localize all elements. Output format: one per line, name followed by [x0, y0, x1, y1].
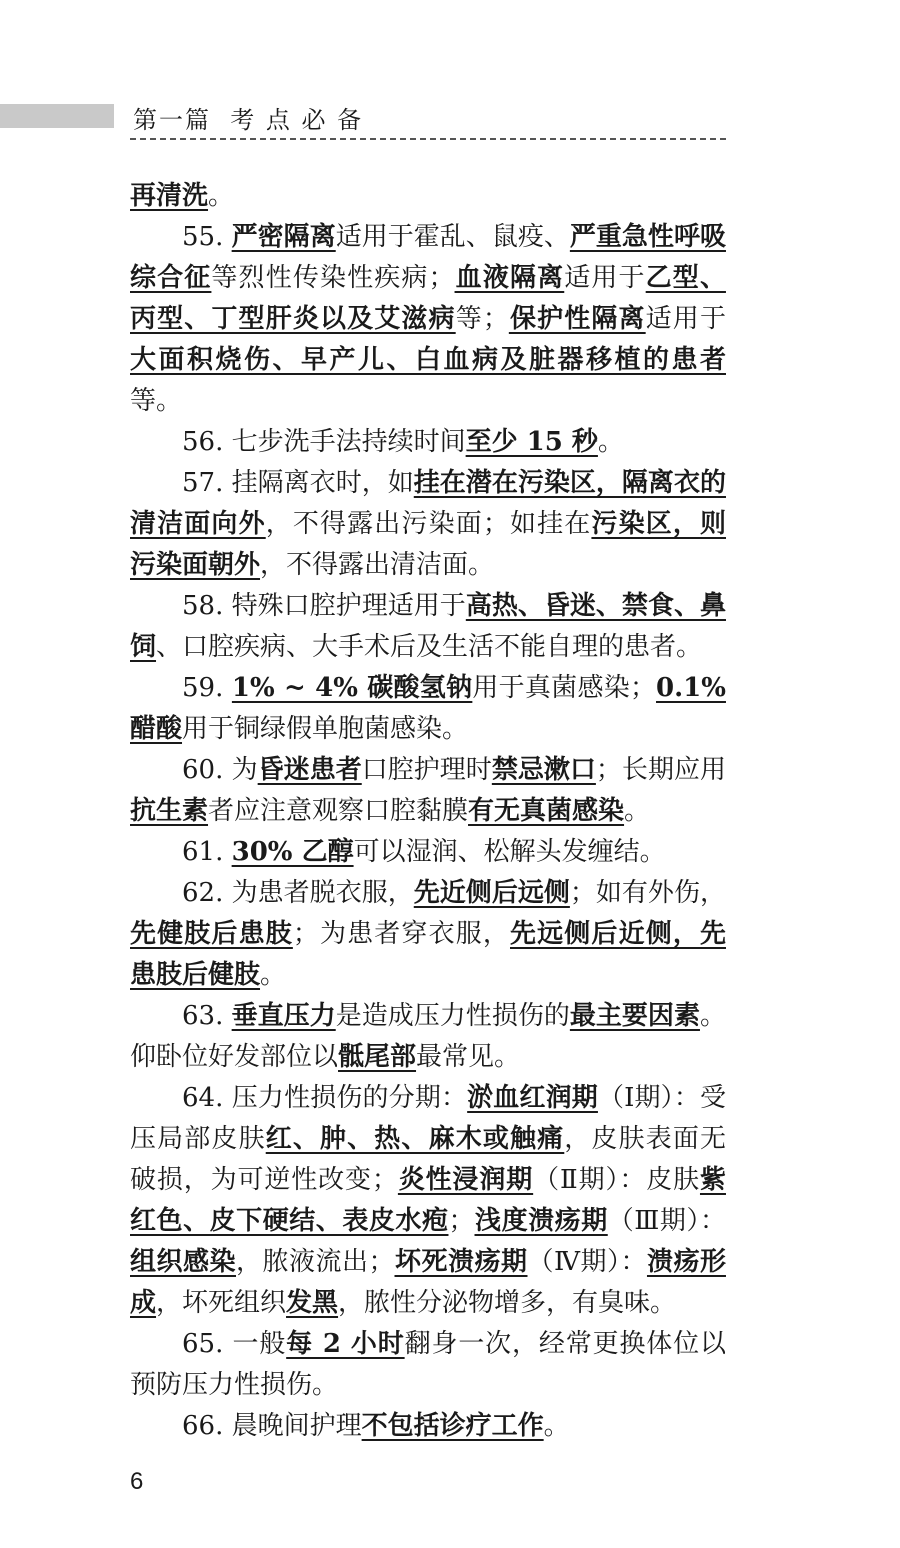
paragraph-text: 。: [597, 427, 624, 457]
paragraph-text: 适用于霍乱、鼠疫、: [335, 222, 570, 252]
header-accent-bar: [0, 104, 114, 128]
paragraph-text: ；长期应用: [595, 755, 726, 785]
key-point-text: 炎性浸润期: [397, 1165, 534, 1195]
paragraph-text: 62. 为患者脱衣服，: [182, 878, 414, 908]
paragraph-text: 口腔护理时: [361, 755, 492, 785]
key-point-text: 0.1% 醋酸: [130, 673, 726, 744]
paragraph-text: 用于铜绿假单胞菌感染。: [182, 714, 469, 744]
paragraph-text: ，皮肤表面无破损，为可逆性改变；: [130, 1124, 726, 1195]
key-point-text: 最主要因素: [569, 1001, 700, 1031]
paragraph-text: 等。: [130, 386, 183, 416]
key-point-text: 骶尾部: [338, 1042, 417, 1072]
paragraph: [130, 1406, 726, 1447]
key-point-text: 坏死溃疡期: [394, 1247, 528, 1277]
paragraph-text: 适用于: [564, 263, 646, 293]
paragraph-text: 65. 一般: [182, 1329, 287, 1359]
key-point-text: 红、肿、热、麻木或触痛: [265, 1124, 565, 1154]
paragraph-text: 等；: [455, 304, 509, 334]
paragraph-text: 58. 特殊口腔护理适用于: [182, 591, 466, 621]
key-point-text: 乙型、丙型、丁型肝炎以及艾滋病: [130, 263, 726, 334]
paragraph-text: （Ⅰ期）：受压局部皮肤: [130, 1083, 726, 1154]
paragraph-text: 等烈性传染性疾病；: [211, 263, 455, 293]
paragraph-text: 63.: [182, 1001, 232, 1031]
paragraph-text: 55.: [182, 222, 232, 252]
key-point-text: 每 2 小时: [286, 1329, 405, 1359]
paragraph: [130, 1078, 726, 1324]
paragraph-text: （Ⅱ期）：皮肤: [533, 1165, 700, 1195]
key-point-text: 紫红色、皮下硬结、表皮水疱: [130, 1165, 726, 1236]
body-text: [130, 176, 726, 1447]
page-number: 6: [130, 1468, 144, 1495]
paragraph: [130, 586, 726, 668]
key-point-text: 先健肢后患肢: [130, 919, 293, 949]
key-point-text: 先远侧后近侧，先患肢后健肢: [130, 919, 726, 990]
paragraph-text: ，坏死组织: [156, 1288, 287, 1318]
paragraph-text: 。: [624, 796, 651, 826]
key-point-text: 溃疡形成: [130, 1247, 726, 1318]
paragraph-text: 最常见。: [416, 1042, 521, 1072]
paragraph-text: 。: [260, 960, 287, 990]
paragraph-text: 。仰卧位好发部位以: [130, 1001, 726, 1072]
paragraph-text: 60. 为: [182, 755, 258, 785]
paragraph-text: 。: [208, 181, 235, 211]
paragraph-text: ，脓性分泌物增多，有臭味。: [338, 1288, 677, 1318]
paragraph-text: ，脓液流出；: [236, 1247, 395, 1277]
paragraph-text: 56. 七步洗手法持续时间: [182, 427, 466, 457]
header-dashed-rule: [130, 138, 726, 140]
key-point-text: 抗生素: [130, 796, 209, 826]
paragraph-text: ；: [448, 1206, 475, 1236]
paragraph-text: 翻身一次，经常更换体位以预防压力性损伤。: [130, 1329, 726, 1400]
key-point-text: 昏迷患者: [257, 755, 362, 785]
paragraph-text: 57. 挂隔离衣时，如: [182, 468, 414, 498]
paragraph-text: 66. 晨晚间护理: [182, 1411, 362, 1441]
paragraph-text: 用于真菌感染；: [472, 673, 657, 703]
key-point-text: 严重急性呼吸综合征: [130, 222, 726, 293]
paragraph-text: 者应注意观察口腔黏膜: [208, 796, 469, 826]
key-point-text: 不包括诊疗工作: [361, 1411, 544, 1441]
paragraph: [130, 668, 726, 750]
paragraph-text: 是造成压力性损伤的: [335, 1001, 570, 1031]
key-point-text: 血液隔离: [454, 263, 565, 293]
paragraph: [130, 176, 726, 217]
paragraph: [130, 832, 726, 873]
paragraph: [130, 873, 726, 996]
paragraph-text: 适用于: [645, 304, 726, 334]
paragraph-text: ，不得露出污染面；如挂在: [265, 509, 592, 539]
paragraph: [130, 463, 726, 586]
key-point-text: 至少 15 秒: [465, 427, 598, 457]
key-point-text: 1% ~ 4% 碳酸氢钠: [231, 673, 473, 703]
key-point-text: 淤血红润期: [467, 1083, 598, 1113]
key-point-text: 大面积烧伤、早产儿、白血病及脏器移植的患者: [130, 345, 726, 375]
paragraph-text: 59.: [182, 673, 232, 703]
paragraph-text: 可以湿润、松解头发缠结。: [353, 837, 666, 867]
key-point-text: 高热、昏迷、禁食、鼻饲: [130, 591, 726, 662]
key-point-text: 浅度溃疡期: [474, 1206, 608, 1236]
paragraph: [130, 996, 726, 1078]
paragraph-text: 61.: [182, 837, 232, 867]
key-point-text: 发黑: [286, 1288, 339, 1318]
key-point-text: 禁忌漱口: [491, 755, 596, 785]
paragraph-text: 、口腔疾病、大手术后及生活不能自理的患者。: [156, 632, 703, 662]
key-point-text: 有无真菌感染: [468, 796, 625, 826]
key-point-text: 30% 乙醇: [231, 837, 354, 867]
key-point-text: 再清洗: [130, 181, 209, 211]
key-point-text: 挂在潜在污染区，隔离衣的清洁面向外: [130, 468, 726, 539]
key-point-text: 垂直压力: [231, 1001, 336, 1031]
key-point-text: 先近侧后远侧: [413, 878, 570, 908]
key-point-text: 严密隔离: [231, 222, 336, 252]
paragraph-text: 。: [543, 1411, 570, 1441]
paragraph-text: ，不得露出清洁面。: [260, 550, 495, 580]
key-point-text: 组织感染: [130, 1247, 236, 1277]
paragraph-text: ；如有外伤，: [569, 878, 726, 908]
paragraph-text: （Ⅲ期）：: [607, 1206, 726, 1236]
running-header-title: 第一篇 考 点 必 备: [133, 106, 364, 134]
key-point-text: 保护性隔离: [508, 304, 646, 334]
paragraph: [130, 217, 726, 422]
paragraph: [130, 422, 726, 463]
paragraph-text: ；为患者穿衣服，: [292, 919, 510, 949]
paragraph: [130, 1324, 726, 1406]
paragraph-text: （Ⅳ期）：: [527, 1247, 647, 1277]
paragraph-text: 64. 压力性损伤的分期：: [182, 1083, 468, 1113]
paragraph: [130, 750, 726, 832]
key-point-text: 污染区，则污染面朝外: [130, 509, 726, 580]
